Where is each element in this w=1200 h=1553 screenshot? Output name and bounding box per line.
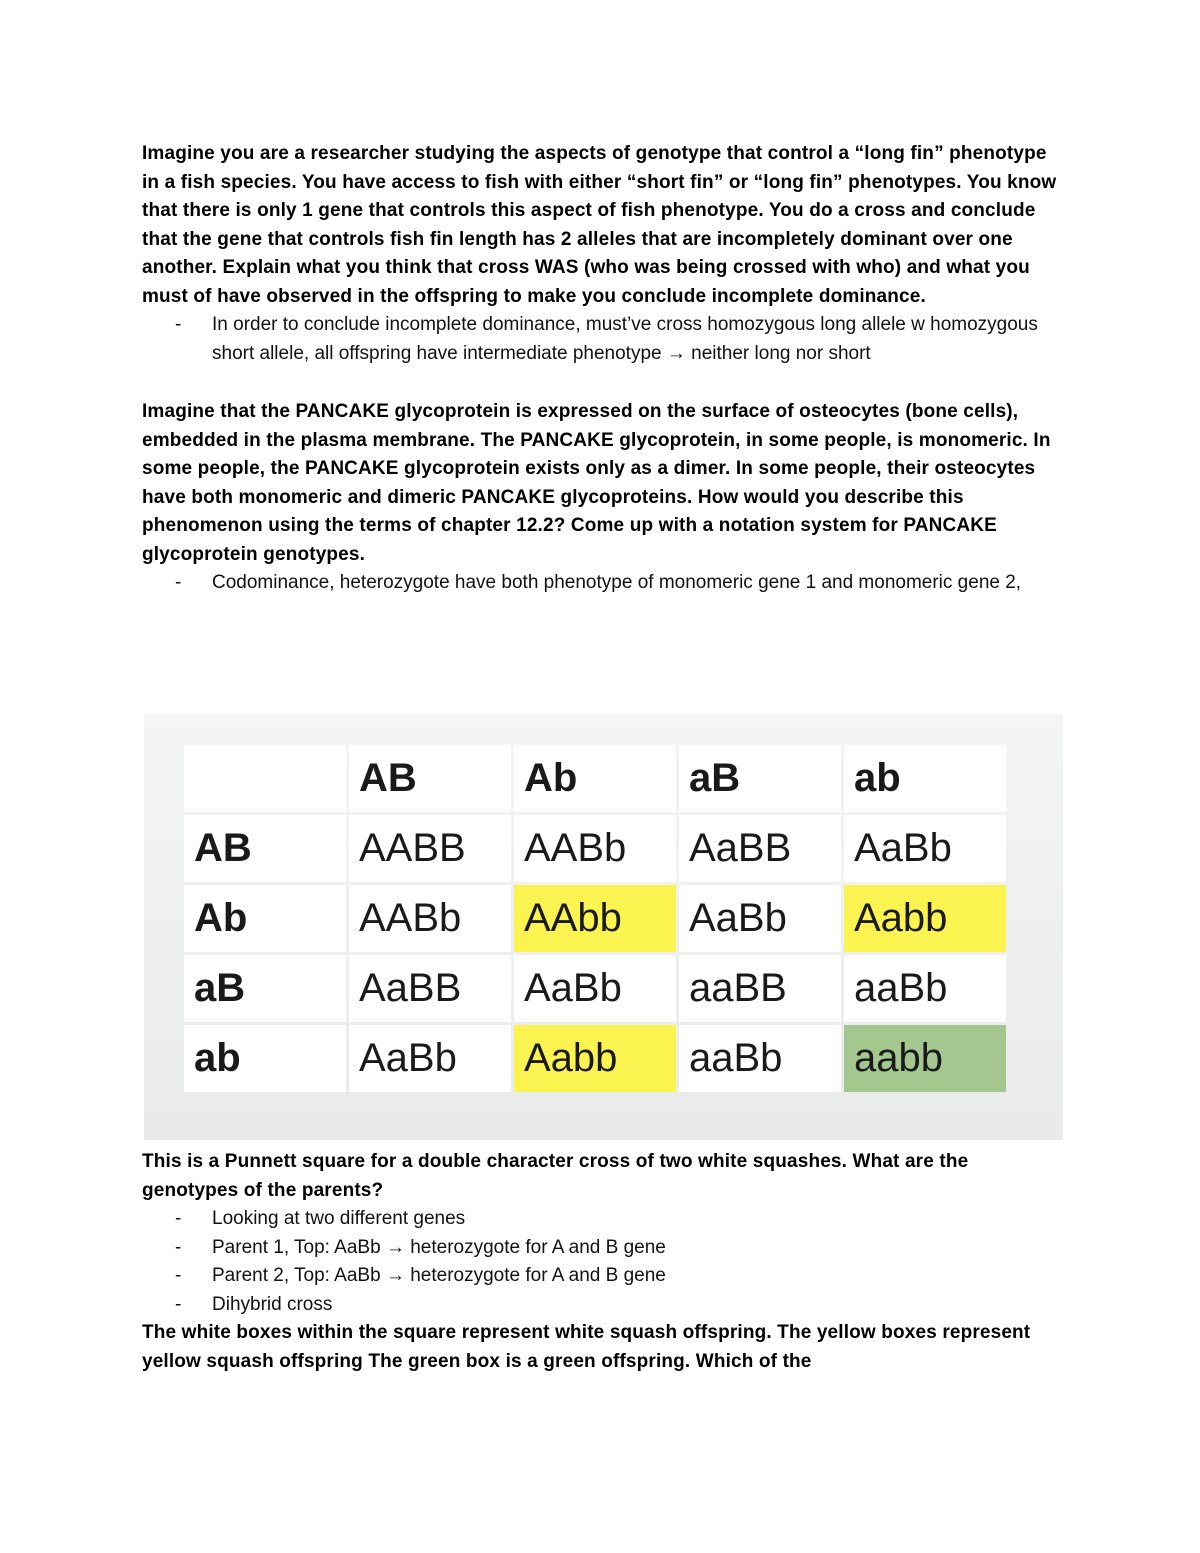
punnett-cell-yellow: AAbb	[514, 885, 676, 952]
punnett-cell: AABb	[349, 885, 511, 952]
punnett-corner-cell	[184, 745, 346, 812]
punnett-cell-yellow: Aabb	[514, 1025, 676, 1092]
punnett-cell-yellow: Aabb	[844, 885, 1006, 952]
answer-item: - In order to conclude incomplete dominance, must’ve cross homozygous long allele w homozygous short allele, all offspring have intermediate phenotype → neither long nor short	[142, 311, 1062, 368]
punnett-row-header: aB	[184, 955, 346, 1022]
punnett-cell: AaBb	[844, 815, 1006, 882]
answer-list-2	[142, 569, 1062, 598]
answer-list-3	[142, 1205, 1062, 1319]
answer-list-1	[142, 311, 1062, 368]
punnett-cell: AaBb	[679, 885, 841, 952]
punnett-row-header: AB	[184, 815, 346, 882]
punnett-cell: aaBB	[679, 955, 841, 1022]
punnett-header-row	[184, 745, 1006, 812]
question-1: Imagine you are a researcher studying the aspects of genotype that control a “long fin” phenotype in a fish species. You have access to fish with either “short fin” or “long fin” phenotypes. You know that there is only 1 gene that controls this aspect of fish phenotype. You do a cross and conclude that the gene that controls fish fin length has 2 alleles that are incompletely dominant over one another. Explain what you think that cross WAS (who was being crossed with who) and what you must of have observed in the offspring to make you conclude incomplete dominance.	[142, 143, 1057, 307]
punnett-row-header: ab	[184, 1025, 346, 1092]
question-4: The white boxes within the square represent white squash offspring. The yellow boxes represent yellow squash offspring The green box is a green offspring. Which of the	[142, 1322, 1031, 1372]
punnett-row	[184, 815, 1006, 882]
answer-item: - Parent 1, Top: AaBb → heterozygote for A and B gene	[142, 1234, 1062, 1263]
answer-item: - Parent 2, Top: AaBb → heterozygote for A and B gene	[142, 1262, 1062, 1291]
question-3: This is a Punnett square for a double character cross of two white squashes. What are the genotypes of the parents?	[142, 1151, 969, 1201]
answer-item: - Dihybrid cross	[142, 1291, 1062, 1320]
punnett-row	[184, 1025, 1006, 1092]
document-body-continued	[142, 1148, 1062, 1376]
punnett-cell-green: aabb	[844, 1025, 1006, 1092]
answer-item: - Codominance, heterozygote have both phenotype of monomeric gene 1 and monomeric gene 2,	[142, 569, 1062, 598]
punnett-cell: AaBb	[514, 955, 676, 1022]
punnett-col-header: AB	[349, 745, 511, 812]
punnett-col-header: ab	[844, 745, 1006, 812]
punnett-cell: AaBB	[349, 955, 511, 1022]
punnett-cell: aaBb	[679, 1025, 841, 1092]
punnett-cell: AaBb	[349, 1025, 511, 1092]
answer-item: - Looking at two different genes	[142, 1205, 1062, 1234]
punnett-cell: AABb	[514, 815, 676, 882]
document-body	[142, 140, 1062, 598]
punnett-col-header: Ab	[514, 745, 676, 812]
punnett-square-table	[181, 742, 1009, 1095]
question-2: Imagine that the PANCAKE glycoprotein is expressed on the surface of osteocytes (bone cells), embedded in the plasma membrane. The PANCAKE glycoprotein, in some people, is monomeric. In some people, the PANCAKE glycoprotein exists only as a dimer. In some people, their osteocytes have both monomeric and dimeric PANCAKE glycoproteins. How would you describe this phenomenon using the terms of chapter 12.2? Come up with a notation system for PANCAKE glycoprotein genotypes.	[142, 401, 1051, 565]
punnett-row	[184, 885, 1006, 952]
punnett-square-figure	[144, 714, 1063, 1140]
punnett-row	[184, 955, 1006, 1022]
punnett-row-header: Ab	[184, 885, 346, 952]
punnett-cell: aaBb	[844, 955, 1006, 1022]
punnett-col-header: aB	[679, 745, 841, 812]
punnett-cell: AABB	[349, 815, 511, 882]
punnett-cell: AaBB	[679, 815, 841, 882]
